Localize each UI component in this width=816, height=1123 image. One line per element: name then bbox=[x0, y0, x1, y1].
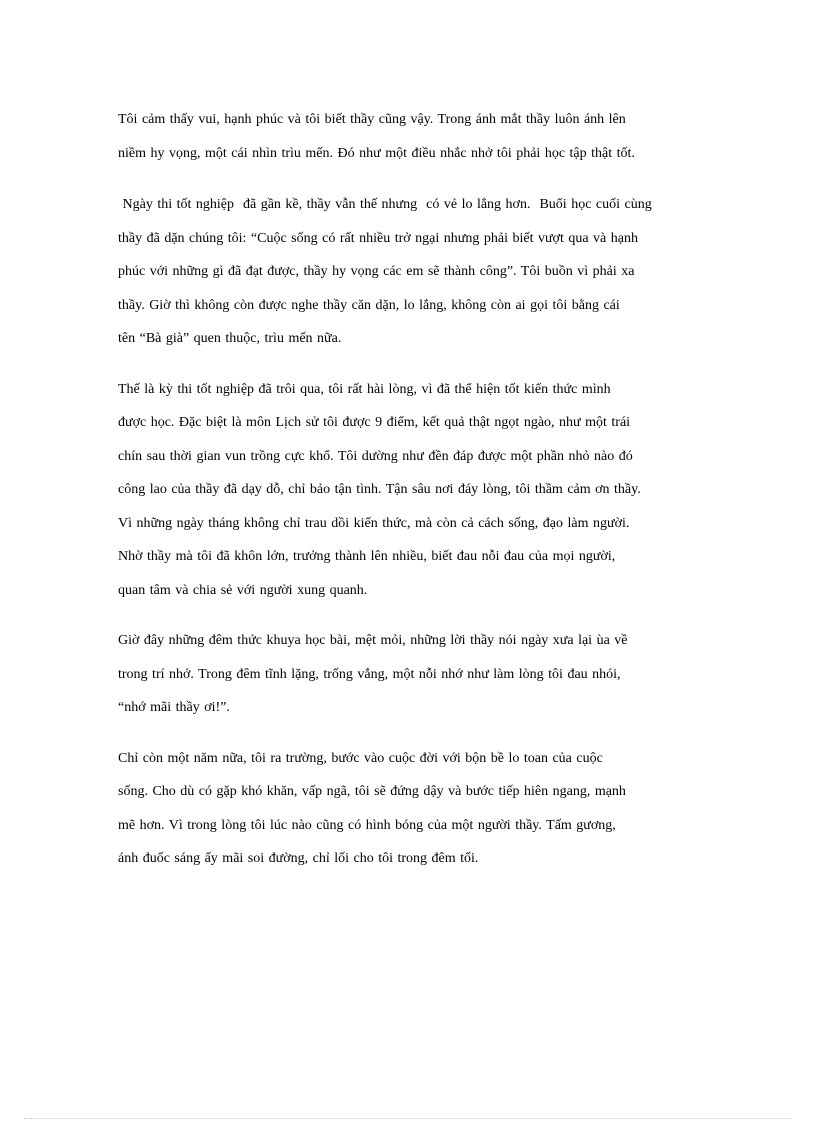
text-line: phúc với những gì đã đạt được, thầy hy vọng các em sẽ thành công”. Tôi buồn vì phải xa bbox=[118, 264, 635, 279]
text-line: trong trí nhớ. Trong đêm tĩnh lặng, trống vắng, một nỗi nhớ như làm lòng tôi đau nhói, bbox=[118, 666, 621, 682]
text-line: Tôi cảm thấy vui, hạnh phúc và tôi biết thầy cũng vậy. Trong ánh mắt thầy luôn ánh lên bbox=[118, 112, 626, 127]
page-bottom-divider bbox=[24, 1118, 792, 1119]
text-line: được học. Đặc biệt là môn Lịch sử tôi được 9 điểm, kết quả thật ngọt ngào, như một trái bbox=[118, 415, 631, 430]
paragraph-2 bbox=[118, 188, 698, 356]
paragraph-1 bbox=[118, 103, 698, 170]
text-line: niềm hy vọng, một cái nhìn trìu mến. Đó như một điều nhắc nhở tôi phải học tập thật tốt. bbox=[118, 145, 635, 161]
paragraph-4 bbox=[118, 624, 698, 725]
text-line: Nhờ thầy mà tôi đã khôn lớn, trưởng thành lên nhiều, biết đau nỗi đau của mọi người, bbox=[118, 549, 616, 564]
text-line: Giờ đây những đêm thức khuya học bài, mệt mỏi, những lời thầy nói ngày xưa lại ùa về bbox=[118, 633, 628, 648]
text-line: công lao của thầy đã dạy dỗ, chỉ bảo tận tình. Tận sâu nơi đáy lòng, tôi thầm cảm ơn thầy. bbox=[118, 482, 641, 497]
text-line: sống. Cho dù có gặp khó khăn, vấp ngã, tôi sẽ đứng dậy và bước tiếp hiên ngang, mạnh bbox=[118, 784, 626, 799]
paragraph-5 bbox=[118, 742, 698, 876]
document-body bbox=[118, 103, 698, 876]
text-line: Ngày thi tốt nghiệp đã gần kề, thầy vẫn thế nhưng có vẻ lo lắng hơn. Buổi học cuối cùng bbox=[118, 197, 652, 212]
text-line: tên “Bà già” quen thuộc, trìu mến nữa. bbox=[118, 331, 342, 346]
text-line: Thế là kỳ thi tốt nghiệp đã trôi qua, tôi rất hài lòng, vì đã thể hiện tốt kiến thức mình bbox=[118, 381, 611, 397]
text-line: Chỉ còn một năm nữa, tôi ra trường, bước vào cuộc đời với bộn bề lo toan của cuộc bbox=[118, 750, 603, 766]
text-line: Vì những ngày tháng không chỉ trau dồi kiến thức, mà còn cả cách sống, đạo làm người. bbox=[118, 515, 630, 531]
text-line: mẽ hơn. Vì trong lòng tôi lúc nào cũng có hình bóng của một người thầy. Tấm gương, bbox=[118, 817, 616, 833]
text-line: “nhớ mãi thầy ơi!”. bbox=[118, 700, 230, 715]
text-line: thầy đã dặn chúng tôi: “Cuộc sống có rất nhiều trở ngại nhưng phải biết vượt qua và hạnh bbox=[118, 230, 638, 246]
text-line: quan tâm và chia sẻ với người xung quanh. bbox=[118, 582, 368, 598]
text-line: ánh đuốc sáng ấy mãi soi đường, chỉ lối cho tôi trong đêm tối. bbox=[118, 851, 479, 866]
text-line: thầy. Giờ thì không còn được nghe thầy căn dặn, lo lắng, không còn ai gọi tôi bằng cái bbox=[118, 297, 620, 313]
paragraph-3 bbox=[118, 373, 698, 608]
text-line: chín sau thời gian vun trồng cực khổ. Tôi dường như đền đáp được một phần nhỏ nào đó bbox=[118, 448, 633, 464]
